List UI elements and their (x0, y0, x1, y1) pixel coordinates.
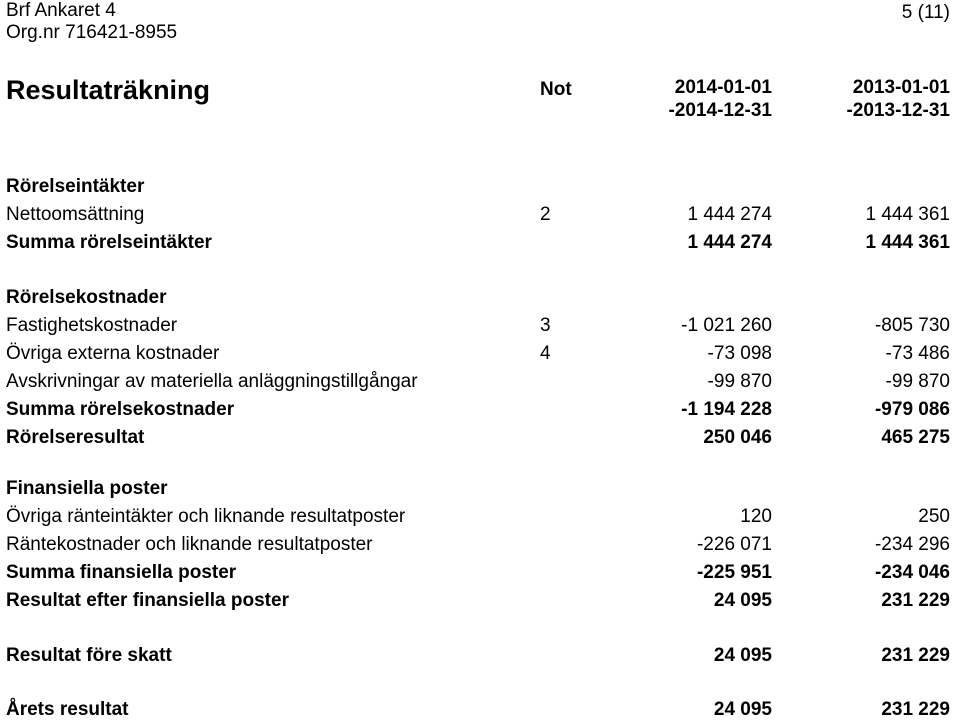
row-value-2013: -805 730 (874, 315, 950, 336)
row-label: Övriga externa kostnader (6, 343, 220, 364)
row-value-2013: -979 086 (874, 399, 950, 420)
row-label: Årets resultat (6, 699, 129, 720)
row-note: 2 (540, 204, 551, 225)
table-row (0, 559, 960, 587)
row-label: Resultat efter finansiella poster (6, 590, 289, 611)
table-row (0, 396, 960, 424)
row-value-2014: -1 194 228 (681, 399, 772, 420)
row-label: Rörelseintäkter (6, 176, 145, 197)
row-label: Avskrivningar av materiella anläggningstillgångar (6, 371, 418, 392)
report-title: Resultaträkning (6, 75, 211, 105)
table-row (0, 284, 960, 312)
row-value-2013: -234 296 (874, 534, 950, 555)
row-label: Nettoomsättning (6, 204, 145, 225)
row-label: Räntekostnader och liknande resultatposter (6, 534, 373, 555)
row-label: Finansiella poster (6, 478, 168, 499)
column-header-2013-end: -2013-12-31 (846, 100, 950, 121)
row-value-2014: 250 046 (703, 427, 772, 448)
row-value-2013: 231 229 (881, 590, 950, 611)
table-row (0, 312, 960, 340)
row-value-2014: 1 444 274 (687, 232, 772, 253)
row-label: Rörelseresultat (6, 427, 145, 448)
table-row (0, 531, 960, 559)
row-label: Summa finansiella poster (6, 562, 237, 583)
row-label: Resultat före skatt (6, 645, 172, 666)
column-header-2013-start: 2013-01-01 (852, 77, 950, 98)
table-row (0, 424, 960, 452)
row-label: Övriga ränteintäkter och liknande resultatposter (6, 506, 406, 527)
row-label: Fastighetskostnader (6, 315, 178, 336)
row-note: 3 (540, 315, 551, 336)
table-row (0, 587, 960, 615)
row-value-2014: 120 (740, 506, 772, 527)
row-label: Rörelsekostnader (6, 287, 167, 308)
page-number: 5 (11) (901, 2, 950, 23)
row-value-2014: -225 951 (696, 562, 772, 583)
row-value-2013: 465 275 (881, 427, 950, 448)
table-row (0, 201, 960, 229)
table-row (0, 340, 960, 368)
row-value-2014: 24 095 (713, 699, 772, 720)
org-name: Brf Ankaret 4 (6, 0, 116, 21)
table-row (0, 368, 960, 396)
table-row (0, 173, 960, 201)
row-note: 4 (540, 343, 551, 364)
row-label: Summa rörelsekostnader (6, 399, 235, 420)
row-value-2013: 1 444 361 (865, 232, 950, 253)
row-value-2013: 231 229 (881, 645, 950, 666)
table-row (0, 642, 960, 670)
table-row (0, 503, 960, 531)
column-header-note: Not (540, 79, 572, 100)
row-value-2013: -73 486 (885, 343, 950, 364)
row-label: Summa rörelseintäkter (6, 232, 212, 253)
row-value-2013: -99 870 (885, 371, 950, 392)
row-value-2014: -99 870 (707, 371, 772, 392)
row-value-2013: -234 046 (874, 562, 950, 583)
row-value-2014: -1 021 260 (681, 315, 772, 336)
row-value-2013: 231 229 (881, 699, 950, 720)
org-number: Org.nr 716421-8955 (6, 22, 178, 43)
row-value-2013: 1 444 361 (865, 204, 950, 225)
table-row (0, 696, 960, 724)
row-value-2014: -226 071 (696, 534, 772, 555)
row-value-2014: -73 098 (707, 343, 772, 364)
table-row (0, 229, 960, 257)
column-header-2014-end: -2014-12-31 (668, 100, 772, 121)
column-header-2014-start: 2014-01-01 (674, 77, 772, 98)
row-value-2014: 24 095 (713, 590, 772, 611)
row-value-2013: 250 (918, 506, 950, 527)
row-value-2014: 1 444 274 (687, 204, 772, 225)
table-row (0, 475, 960, 503)
row-value-2014: 24 095 (713, 645, 772, 666)
